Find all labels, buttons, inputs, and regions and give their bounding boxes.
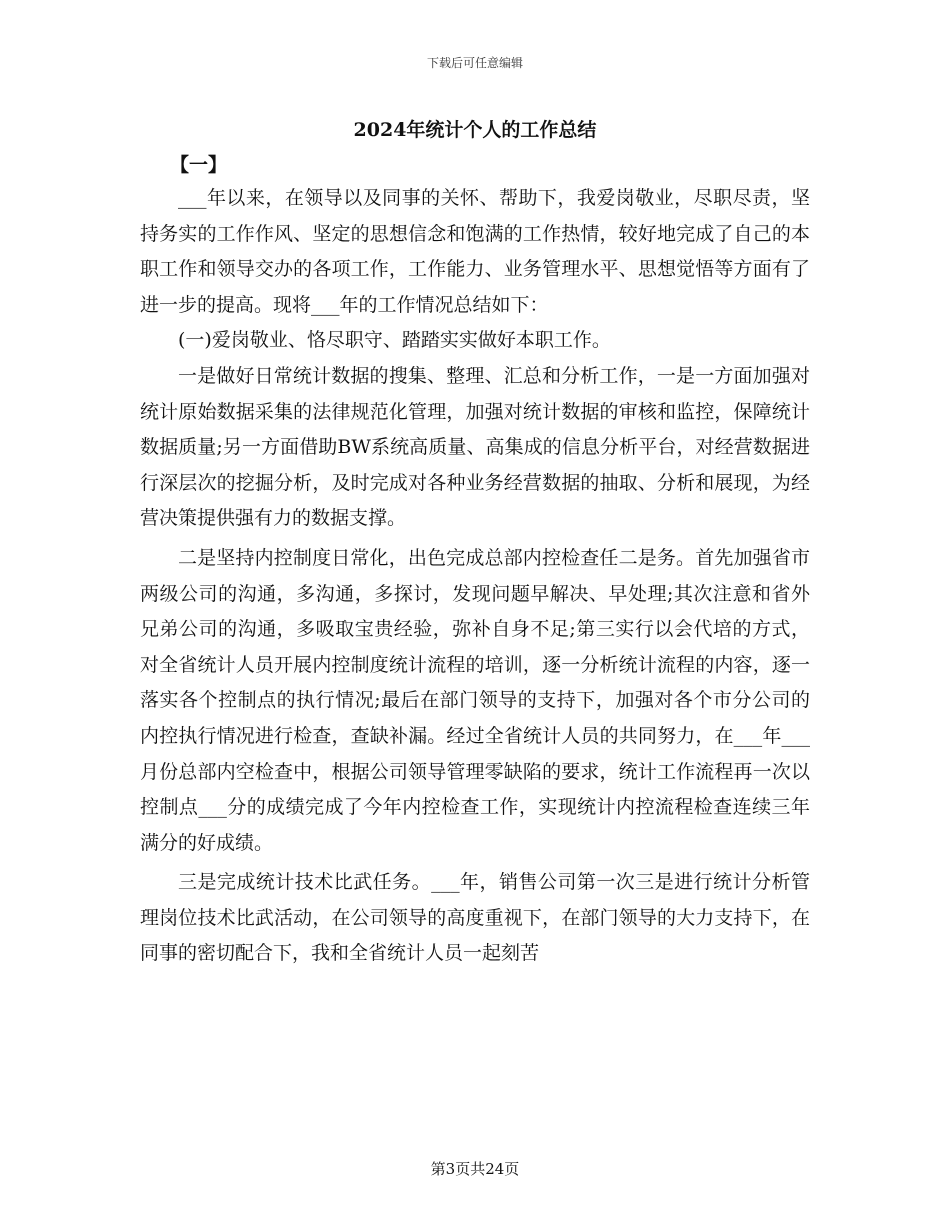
document-title: 2024年统计个人的工作总结 bbox=[353, 119, 597, 141]
paragraph-point-one: 一是做好日常统计数据的搜集、整理、汇总和分析工作，一是一方面加强对统计原始数据采集的法律规范化管理，加强对统计数据的审核和监控，保障统计数据质量;另一方面借助BW系统高质量、高集成的信息分析平台，对经营数据进行深层次的挖掘分析，及时完成对各种业务经营数据的抽取、分析和展现，为经营决策提供强有力的数据支撑。 bbox=[140, 364, 810, 530]
page-number: 第3页共24页 bbox=[430, 1160, 520, 1178]
document-body bbox=[140, 181, 810, 972]
page-header-note: 下载后可任意编辑 bbox=[426, 56, 523, 70]
paragraph-point-three: 三是完成统计技术比武任务。___年，销售公司第一次三是进行统计分析管理岗位技术比武活动，在公司领导的高度重视下，在部门领导的大力支持下，在同事的密切配合下，我和全省统计人员一起刻苦 bbox=[140, 871, 810, 965]
paragraph-heading-one: (一)爱岗敬业、恪尽职守、踏踏实实做好本职工作。 bbox=[178, 329, 611, 352]
section-label: 【一】 bbox=[170, 154, 228, 176]
paragraph-intro: ___年以来，在领导以及同事的关怀、帮助下，我爱岗敬业，尽职尽责，坚持务实的工作作风、坚定的思想信念和饱满的工作热情，较好地完成了自己的本职工作和领导交办的各项工作，工作能力、业务管理水平、思想觉悟等方面有了进一步的提高。现将___年的工作情况总结如下： bbox=[140, 187, 810, 316]
paragraph-point-two: 二是坚持内控制度日常化，出色完成总部内控检查任二是务。首先加强省市两级公司的沟通，多沟通，多探讨，发现问题早解决、早处理;其次注意和省外兄弟公司的沟通，多吸取宝贵经验，弥补自身不足;第三实行以会代培的方式，对全省统计人员开展内控制度统计流程的培训，逐一分析统计流程的内容，逐一落实各个控制点的执行情况;最后在部门领导的支持下，加强对各个市分公司的内控执行情况进行检查，查缺补漏。经过全省统计人员的共同努力，在___年___月份总部内空检查中，根据公司领导管理零缺陷的要求，统计工作流程再一次以控制点___分的成绩完成了今年内控检查工作，实现统计内控流程检查连续三年满分的好成绩。 bbox=[140, 546, 810, 854]
